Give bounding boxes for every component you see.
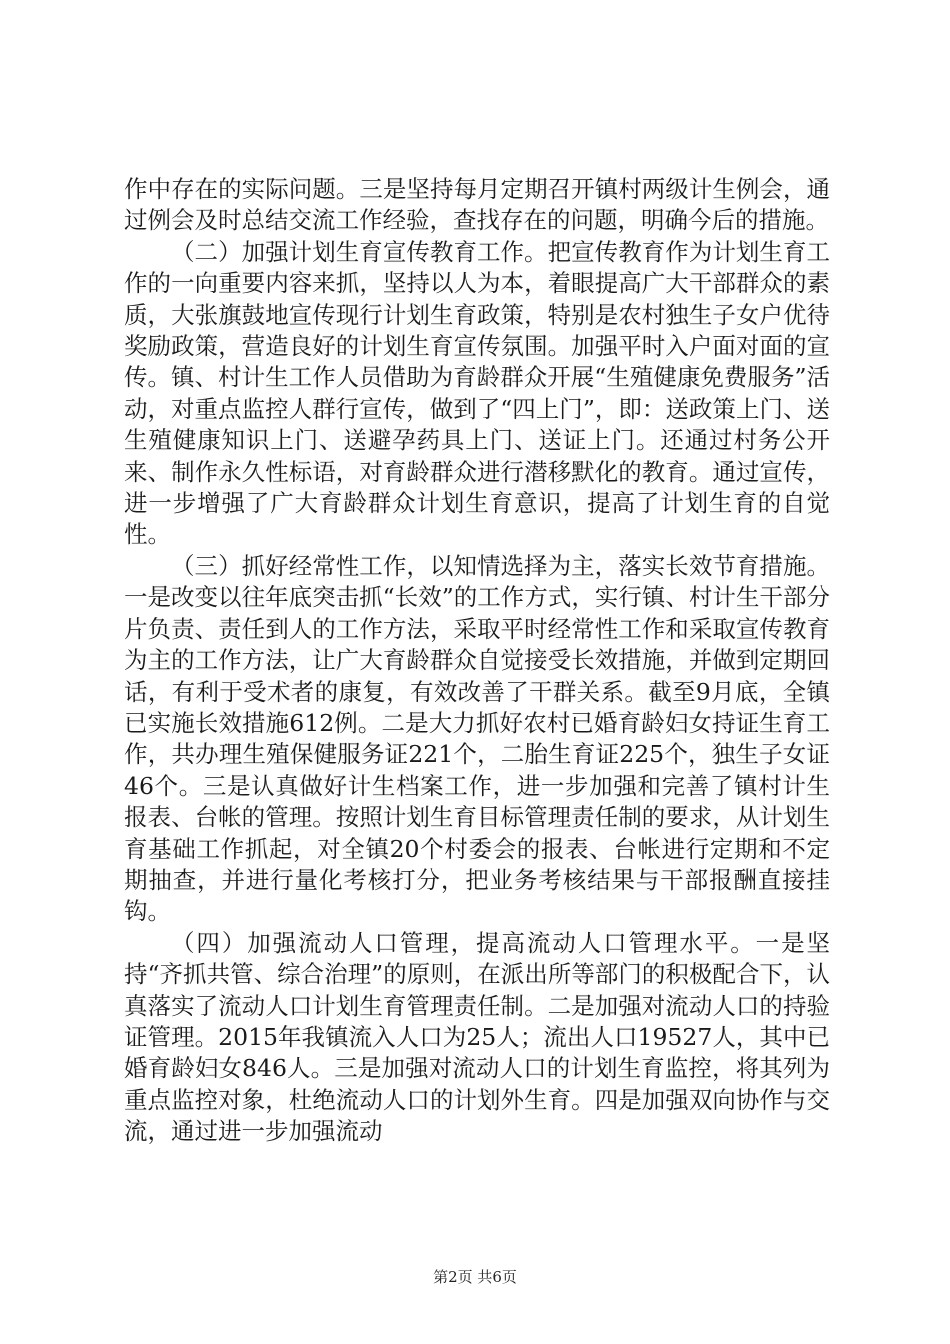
page-number-footer: 第2页 共6页 xyxy=(433,1268,517,1286)
paragraph-section-2: （二）加强计划生育宣传教育工作。把宣传教育作为计划生育工作的一向重要内容来抓，坚持以人为本，着眼提高广大干部群众的素质，大张旗鼓地宣传现行计划生育政策，特别是农村独生子女户优待奖励政策，营造良好的计划生育宣传氛围。加强平时入户面对面的宣传。镇、村计生工作人员借助为育龄群众开展“生殖健康免费服务”活动，对重点监控人群行宣传，做到了“四上门”，即：送政策上门、送生殖健康知识上门、送避孕药具上门、送证上门。还通过村务公开来、制作永久性标语，对育龄群众进行潜移默化的教育。通过宣传，进一步增强了广大育龄群众计划生育意识，提高了计划生育的自觉性。 xyxy=(124,237,830,549)
document-body xyxy=(124,174,830,1148)
paragraph-section-3: （三）抓好经常性工作，以知情选择为主，落实长效节育措施。一是改变以往年底突击抓“长效”的工作方式，实行镇、村计生干部分片负责、责任到人的工作方法，采取平时经常性工作和采取宣传教育为主的工作方法，让广大育龄群众自觉接受长效措施，并做到定期回话，有利于受术者的康复，有效改善了干群关系。截至9月底，全镇已实施长效措施612例。二是大力抓好农村已婚育龄妇女持证生育工作，共办理生殖保健服务证221个，二胎生育证225个，独生子女证46个。三是认真做好计生档案工作，进一步加强和完善了镇村计生报表、台帐的管理。按照计划生育目标管理责任制的要求，从计划生育基础工作抓起，对全镇20个村委会的报表、台帐进行定期和不定期抽查，并进行量化考核打分，把业务考核结果与干部报酬直接挂钩。 xyxy=(124,551,830,926)
paragraph-section-4: （四）加强流动人口管理，提高流动人口管理水平。一是坚持“齐抓共管、综合治理”的原则，在派出所等部门的积极配合下，认真落实了流动人口计划生育管理责任制。二是加强对流动人口的持验证管理。2015年我镇流入人口为25人；流出人口19527人，其中已婚育龄妇女846人。三是加强对流动人口的计划生育监控，将其列为重点监控对象，杜绝流动人口的计划外生育。四是加强双向协作与交流，通过进一步加强流动 xyxy=(124,928,830,1146)
paragraph-continuation: 作中存在的实际问题。三是坚持每月定期召开镇村两级计生例会，通过例会及时总结交流工作经验，查找存在的问题，明确今后的措施。 xyxy=(124,175,830,235)
